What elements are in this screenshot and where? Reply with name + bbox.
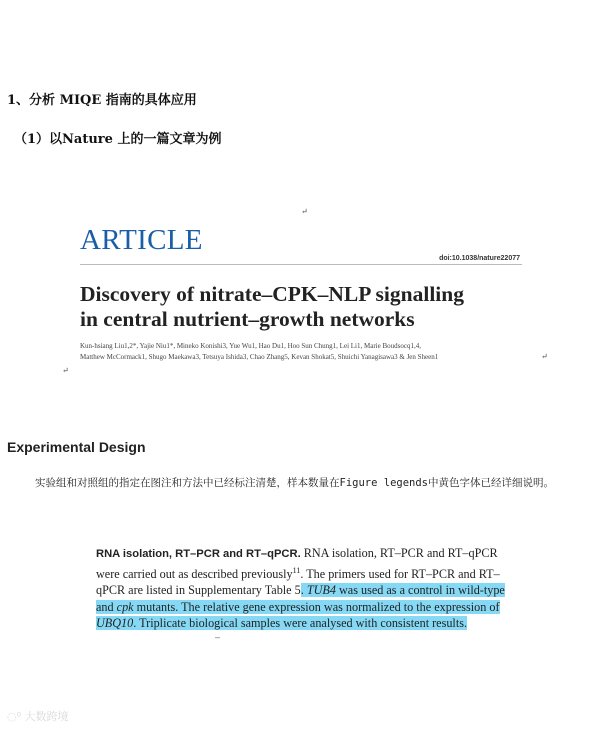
experimental-design-heading: Experimental Design: [7, 439, 146, 455]
authors-line: Matthew McCormack1, Shugo Maekawa3, Tetsuya Ishida3, Chao Zhang5, Kevan Shokat5, Shuichi Yanagisawa3 & Jen Sheen1: [80, 353, 439, 361]
highlighted-text-part: .: [300, 583, 307, 598]
highlighted-text-part: was used as a control in wild-type and: [96, 583, 505, 614]
methods-text: RNA isolation, RT–PCR and RT–qPCR were carried out as described previously: [96, 546, 498, 581]
gene-name: UBQ10: [96, 616, 134, 631]
highlighted-text-part: . Triplicate biological samples were analysed with consistent results.: [133, 616, 467, 631]
article-label: ARTICLE: [80, 224, 203, 256]
section-heading-1: 1、分析 MIQE 指南的具体应用: [7, 93, 197, 108]
article-doi: doi:10.1038/nature22077: [439, 255, 520, 262]
gene-name: cpk: [116, 599, 134, 614]
methods-lead: RNA isolation, RT–PCR and RT–qPCR.: [96, 548, 301, 560]
paragraph-mark: ↵: [541, 352, 548, 361]
authors-line: Kun-hsiang Liu1,2*, Yajie Niu1*, Mineko Konishi3, Yue Wu1, Hao Du1, Hoo Sun Chung1, Lei Li1, Marie Boudsocq1,4,: [80, 342, 421, 350]
citation-ref: 11: [292, 565, 301, 575]
watermark: ◌⁰ 大数跨境: [7, 710, 69, 723]
article-title: [80, 282, 528, 332]
methods-text: . The primers used for RT–PCR and RT–qPCR are listed in Supplementary Table 5: [96, 566, 500, 598]
article-title-line: in central nutrient–growth networks: [80, 307, 415, 331]
experimental-design-paragraph: 实验组和对照组的指定在图注和方法中已经标注清楚，样本数量在Figure legends中黄色字体已经详细说明。: [35, 477, 554, 489]
gene-name: TUB4: [306, 583, 336, 598]
article-divider: [80, 264, 522, 265]
article-header-image: [80, 224, 522, 364]
article-title-line: Discovery of nitrate–CPK–NLP signalling: [80, 282, 464, 306]
dash-mark: –: [215, 632, 221, 642]
highlighted-text-part: mutants. The relative gene expression was normalized to the expression of: [133, 599, 500, 614]
article-authors: [80, 341, 520, 363]
methods-excerpt-image: [96, 545, 521, 632]
subsection-heading: （1）以Nature 上的一篇文章为例: [14, 132, 222, 147]
paragraph-mark: ↵: [62, 366, 69, 375]
paragraph-mark: ↵: [301, 207, 308, 216]
